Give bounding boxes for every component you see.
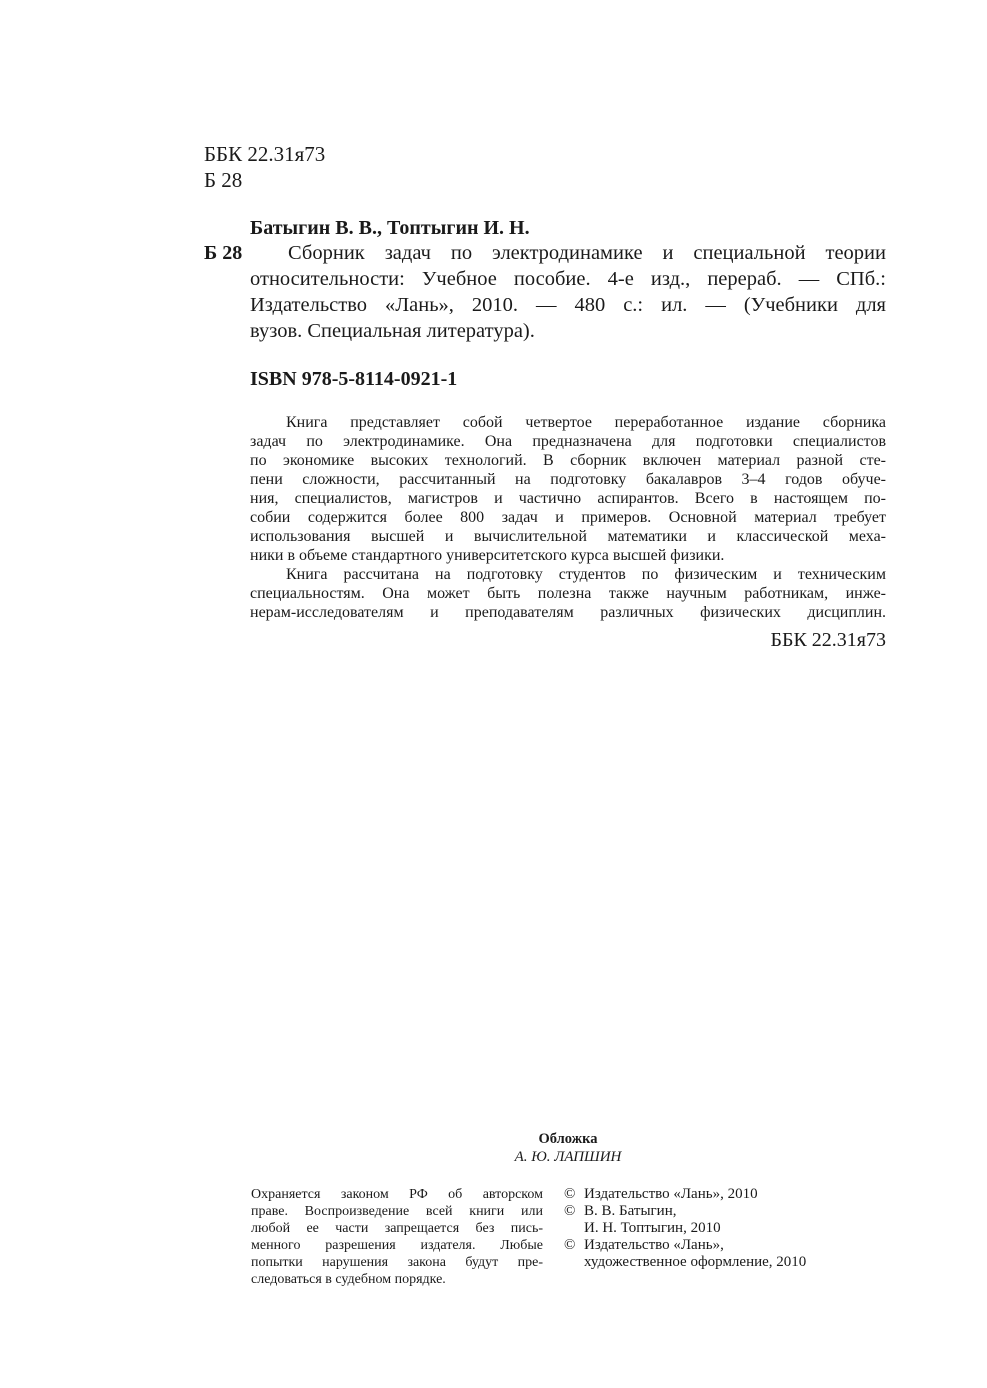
author-index-mark: Б 28 (204, 242, 243, 264)
annotation-line: Книга рассчитана на подготовку студентов по физическим и техническим (286, 566, 886, 583)
copyright-icon: © (564, 1237, 576, 1253)
legal-line: менного разрешения издателя. Любые (251, 1238, 543, 1253)
annotation-line: Книга представляет собой четвертое переработанное издание сборника (286, 414, 886, 431)
copyright-entry-continued: И. Н. Топтыгин, 2010 (584, 1220, 721, 1236)
annotation-line: задач по электродинамике. Она предназначена для подготовки специалистов (250, 433, 886, 450)
annotation-line: ния, специалистов, магистров и частично аспирантов. Всего в настоящем по- (250, 490, 886, 507)
copyright-entry-continued: художественное оформление, 2010 (584, 1254, 807, 1270)
bbk-code: ББК 22.31я73 (204, 142, 326, 166)
copyright-entry: © В. В. Батыгин, (564, 1203, 677, 1219)
annotation (250, 413, 886, 622)
biblio-line: Сборник задач по электродинамике и специальной теории (288, 242, 886, 264)
biblio-line: относительности: Учебное пособие. 4-е изд., перераб. — СПб.: (250, 268, 886, 290)
annotation-line: нерам-исследователям и преподавателям различных физических дисциплин. (250, 604, 886, 621)
annotation-line: ники в объеме стандартного университетского курса высшей физики. (250, 547, 725, 564)
annotation-line: использования высшей и вычислительной математики и классической меха- (250, 528, 886, 545)
bibliographic-description (250, 240, 886, 344)
legal-line: праве. Воспроизведение всей книги или (251, 1204, 543, 1219)
copyright-icon: © (564, 1186, 576, 1202)
annotation-line: собии содержится более 800 задач и примеров. Основной материал требует (250, 509, 886, 526)
annotation-bbk-code: ББК 22.31я73 (770, 629, 886, 651)
isbn: ISBN 978-5-8114-0921-1 (250, 368, 458, 390)
legal-line: Охраняется законом РФ об авторском (251, 1187, 543, 1202)
legal-line: следоваться в судебном порядке. (251, 1272, 446, 1287)
biblio-line: Издательство «Лань», 2010. — 480 с.: ил. — (Учебники для (250, 294, 886, 316)
copyright-holders (564, 1186, 884, 1271)
annotation-line: по экономике высоких технологий. В сборник включен материал разной сте- (250, 452, 886, 469)
authors: Батыгин В. В., Топтыгин И. Н. (250, 217, 530, 239)
biblio-line: вузов. Специальная литература). (250, 320, 535, 342)
author-index: Б 28 (204, 168, 243, 192)
cover-artist-name: А. Ю. ЛАПШИН (514, 1149, 622, 1165)
annotation-line: пени сложности, рассчитанный на подготовку бакалавров 3–4 годов обуче- (250, 471, 886, 488)
legal-line: любой ее части запрещается без пись- (251, 1221, 543, 1236)
copyright-icon: © (564, 1203, 576, 1219)
cover-credit-label: Обложка (538, 1131, 598, 1147)
copyright-entry: © Издательство «Лань», (564, 1237, 724, 1253)
copyright-notice (251, 1186, 543, 1288)
legal-line: попытки нарушения закона будут пре- (251, 1255, 543, 1270)
catalog-header (204, 141, 325, 193)
copyright-entry: © Издательство «Лань», 2010 (564, 1186, 758, 1202)
annotation-line: специальностям. Она может быть полезна также научным работникам, инже- (250, 585, 886, 602)
